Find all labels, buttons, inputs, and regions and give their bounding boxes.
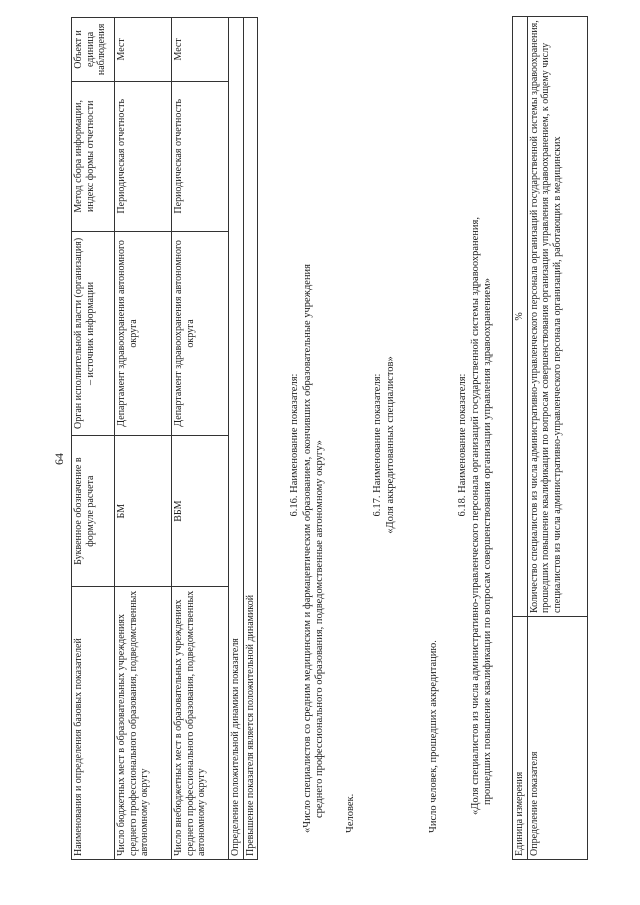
header-cell: Объект и единица наблюдения [72,18,115,82]
table-cell: Число внебюджетных мест в образовательных учреждениях среднего профессионального образования, подведомственных автономному округу [172,587,229,860]
table-header-row [72,18,115,860]
section-6-17-text: Число человек, прошедших аккредитацию. [428,640,439,833]
table-cell: Число бюджетных мест в образовательных учреждениях среднего профессионального образования, подведомственных автономному округу [115,587,172,860]
indicator-definition-table [512,16,588,860]
section-6-17-heading: 6.17. Наименование показателя: [372,373,383,517]
table-cell: Департамент здравоохранения автономного округа [115,231,172,435]
table-row [243,18,258,860]
table-cell: % [513,17,528,617]
section-6-16-heading: 6.16. Наименование показателя: [289,373,300,517]
section-6-18-title-line1: «Доля специалистов из числа административно-управленческого персонала организаций государственной системы здравоохранения, [470,217,481,815]
table-row [115,18,172,860]
table-cell: ВБМ [172,436,229,587]
page-number: 64 [52,453,66,465]
table-row [513,17,528,860]
table-cell: Единица измерения [513,617,528,860]
section-6-16-title [302,13,326,833]
table-cell: БМ [115,436,172,587]
table-cell: Мест [172,18,229,82]
table-cell: Мест [115,18,172,82]
section-6-16-title-line2: среднего профессионального образования, подведомственные автономному округу» [314,440,325,818]
section-6-18-heading: 6.18. Наименование показателя: [457,373,468,517]
section-6-18-title-line2: прошедших повышение квалификации по вопросам совершенствования организации управления здравоохранением» [482,278,493,805]
section-6-16-title-line1: «Число специалистов со средним медицинским и фармацевтическим образованием, окончивших образовательные учреждения [302,263,313,833]
table-cell: Определение показателя [527,617,587,860]
table-cell: Количество специалистов из числа административно-управленческого персонала организаций государственной системы здравоохранения, прошедших повышение квалификации по вопросам совершенствования организации управления здравоохранением, к общему числу специалистов из числа административно-управленческого персонала организаций, работающих в медицинских [527,17,587,617]
section-6-17-title: «Доля аккредитованных специалистов» [385,356,396,534]
section-6-18-title [470,10,494,815]
header-cell: Орган исполнительной власти (организация) – источник информации [72,231,115,435]
base-indicators-table [71,17,258,860]
table-cell: Департамент здравоохранения автономного округа [172,231,229,435]
section-6-16-unit: Человек. [345,793,356,833]
table-row [527,17,587,860]
header-cell: Метод сбора информации, индекс формы отчетности [72,81,115,231]
header-cell: Наименования и определения базовых показателей [72,587,115,860]
table-cell: Периодическая отчетность [115,81,172,231]
table-row [172,18,229,860]
table-cell: Превышение показателя является положительной динамикой [243,18,258,860]
table-cell: Определение положительной динамики показателя [229,18,244,860]
table-cell: Периодическая отчетность [172,81,229,231]
table-row [229,18,244,860]
header-cell: Буквенное обозначение в формуле расчета [72,436,115,587]
